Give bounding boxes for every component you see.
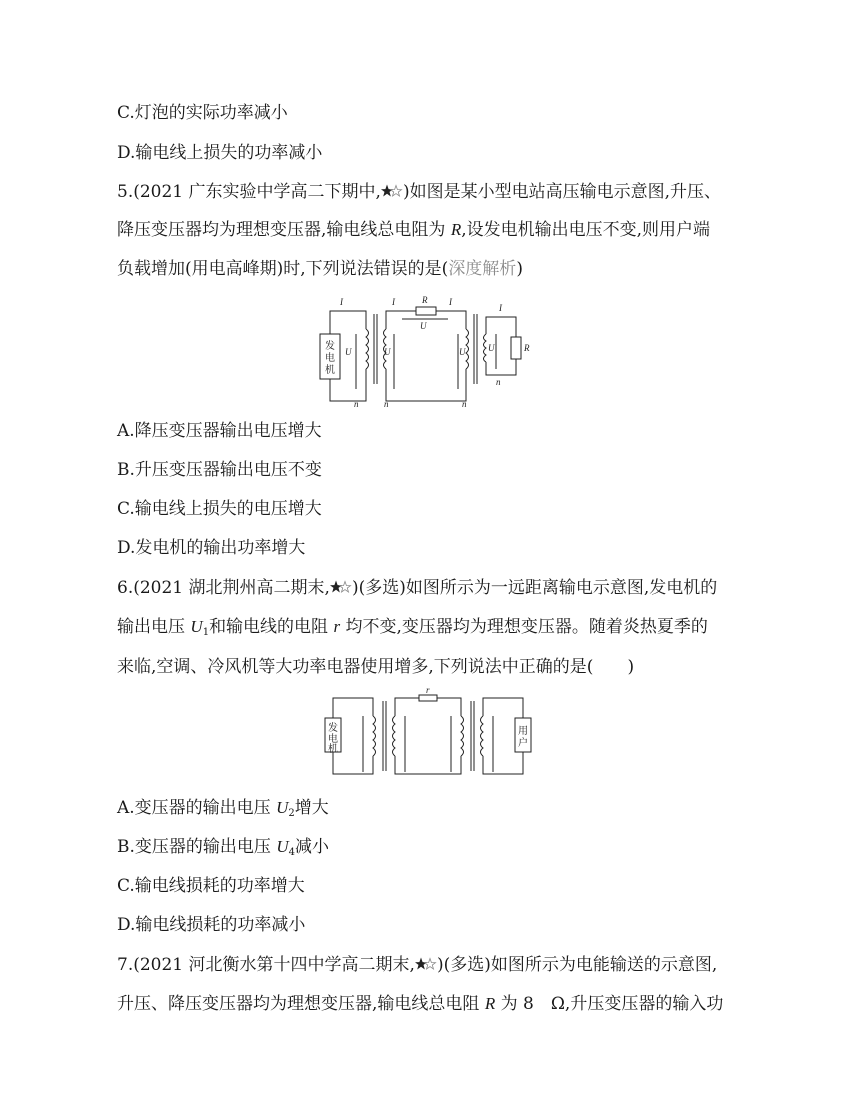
svg-text:发: 发 [328,723,338,734]
svg-text:n: n [496,377,501,387]
option-d-previous: D.输电线上损失的功率减小 [117,143,323,163]
svg-text:U: U [488,343,495,353]
q6-line3: 来临,空调、冷风机等大功率电器使用增多,下列说法中正确的是( ) [117,657,635,677]
q5-line2: 降压变压器均为理想变压器,输电线总电阻为 R,设发电机输出电压不变,则用户端 [117,220,711,240]
q7-line2: 升压、降压变压器均为理想变压器,输电线总电阻 R 为 8 Ω,升压变压器的输入功 [117,994,724,1014]
svg-text:n: n [354,399,359,409]
q6-circuit-diagram [323,686,541,786]
svg-text:户: 户 [518,738,528,749]
q7-line1: 7.(2021 河北衡水第十四中学高二期末, )(多选)如图所示为电能输送的示意图, [117,955,718,975]
svg-text:I: I [392,297,395,307]
svg-text:r: r [426,686,430,695]
svg-text:用: 用 [518,726,528,737]
difficulty-star-icon [381,184,403,198]
option-c-previous: C.灯泡的实际功率减小 [117,103,288,123]
q5-option-c[interactable]: C.输电线上损失的电压增大 [117,499,322,519]
q6-option-c[interactable]: C.输电线损耗的功率增大 [117,876,305,896]
q6-option-a[interactable]: A.变压器的输出电压 $U_2$增大 [117,798,329,819]
difficulty-star-icon [415,957,437,971]
q5-option-b[interactable]: B.升压变压器输出电压不变 [117,460,322,480]
svg-text:n: n [462,399,467,409]
svg-text:机: 机 [325,365,335,376]
q6-option-b[interactable]: B.变压器的输出电压 $U_4$减小 [117,837,329,858]
deep-analysis-link[interactable]: 深度解析 [448,259,517,279]
svg-text:电: 电 [328,734,338,745]
svg-text:机: 机 [328,744,338,755]
svg-text:发: 发 [325,341,335,352]
svg-text:R: R [422,295,428,305]
svg-text:U: U [384,347,391,357]
difficulty-star-icon [330,580,352,594]
q5-option-d[interactable]: D.发电机的输出功率增大 [117,538,306,558]
q6-line1: 6.(2021 湖北荆州高二期末, )(多选)如图所示为一远距离输电示意图,发电机的 [117,578,718,598]
svg-text:U: U [345,347,352,357]
q5-line1: 5.(2021 广东实验中学高二下期中, )如图是某小型电站高压输电示意图,升压、 [117,182,721,202]
svg-text:I: I [499,303,502,313]
q6-line2: 输出电压 $U_1$和输电线的电阻 r 均不变,变压器均为理想变压器。随着炎热夏季的 [117,617,708,638]
svg-text:I: I [449,297,452,307]
q5-line3: 负载增加(用电高峰期)时,下列说法错误的是(深度解析) [117,259,523,279]
svg-text:R: R [524,343,530,353]
q5-circuit-diagram [316,289,546,409]
svg-text:U: U [420,321,427,331]
svg-text:I: I [340,297,343,307]
q6-option-d[interactable]: D.输电线损耗的功率减小 [117,915,306,935]
q5-option-a[interactable]: A.降压变压器输出电压增大 [117,421,322,441]
svg-text:n: n [384,399,389,409]
svg-text:电: 电 [325,353,335,364]
svg-text:U: U [459,347,466,357]
